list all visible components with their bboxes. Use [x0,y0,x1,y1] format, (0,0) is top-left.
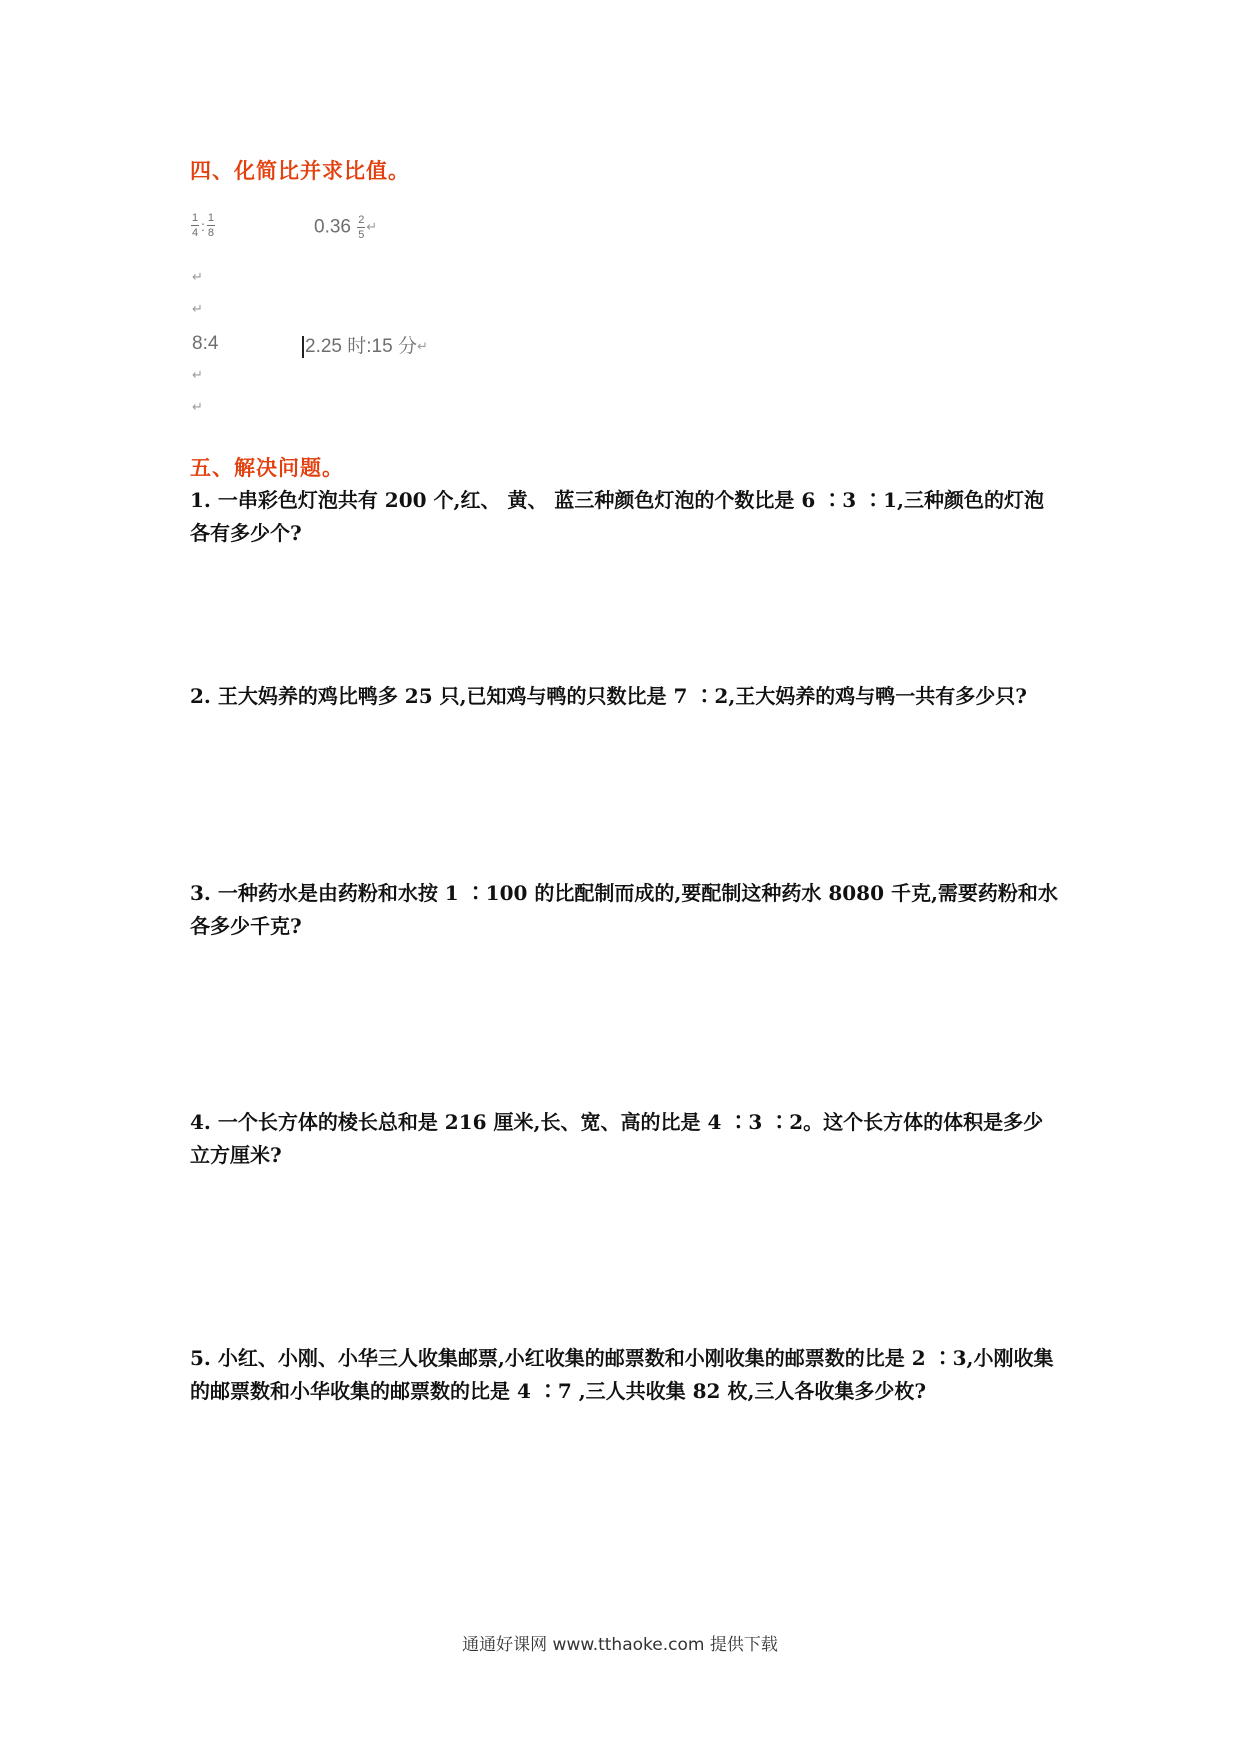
fraction-bar [357,227,365,228]
ratio-colon: : [201,217,205,234]
fraction-1-8 [207,212,215,239]
paragraph-mark-icon: ↵ [192,302,203,317]
fraction-bar [191,225,199,226]
problem-5: 5. 小红、小刚、小华三人收集邮票,小红收集的邮票数和小刚收集的邮票数的比是 2 ∶3,小刚收集的邮票数和小华收集的邮票数的比是 4 ∶7 ,三人共收集 82 枚,三人各收集多少枚? [190,1346,1054,1403]
ratio-expression-2 [314,214,377,241]
paragraph-mark-icon: ↵ [192,400,203,415]
problem-3: 3. 一种药水是由药粉和水按 1 ∶100 的比配制而成的,要配制这种药水 8080 千克,需要药粉和水各多少千克? [190,881,1058,938]
paragraph-mark-icon: ↵ [366,220,378,235]
paragraph-mark-icon: ↵ [192,368,203,383]
section-5-title: 五、解决问题。 [190,456,344,480]
page-footer: 通通好课网 www.tthaoke.com 提供下载 [462,1635,778,1655]
fraction-denominator: 5 [358,229,365,241]
ratio-expression-4 [302,331,428,358]
fraction-denominator: 8 [207,227,214,239]
fraction-denominator: 4 [191,227,199,239]
fraction-numerator: 2 [358,214,365,226]
problem-2: 2. 王大妈养的鸡比鸭多 25 只,已知鸡与鸭的只数比是 7 ∶2,王大妈养的鸡与鸭一共有多少只? [190,684,1028,708]
problem-4: 4. 一个长方体的棱长总和是 216 厘米,长、宽、高的比是 4 ∶3 ∶2。这个长方体的体积是多少立方厘米? [190,1110,1044,1167]
ratio-expression-3: 8:4 [192,333,219,354]
section-4-title: 四、化简比并求比值。 [190,159,410,183]
fraction-1-4 [191,212,199,239]
decimal-value: 0.36 [314,216,351,238]
paragraph-mark-icon: ↵ [192,270,203,285]
fraction-numerator: 1 [191,212,199,224]
problem-1: 1. 一串彩色灯泡共有 200 个,红、 黄、 蓝三种颜色灯泡的个数比是 6 ∶3 ∶1,三种颜色的灯泡各有多少个? [190,488,1045,545]
text-cursor [302,336,304,358]
ratio-expression-4-text: 2.25 时:15 分 [305,336,417,357]
fraction-numerator: 1 [207,212,214,224]
fraction-2-5 [357,214,365,241]
paragraph-mark-icon: ↵ [416,339,428,355]
ratio-expression-1 [190,212,216,239]
fraction-bar [207,225,215,226]
